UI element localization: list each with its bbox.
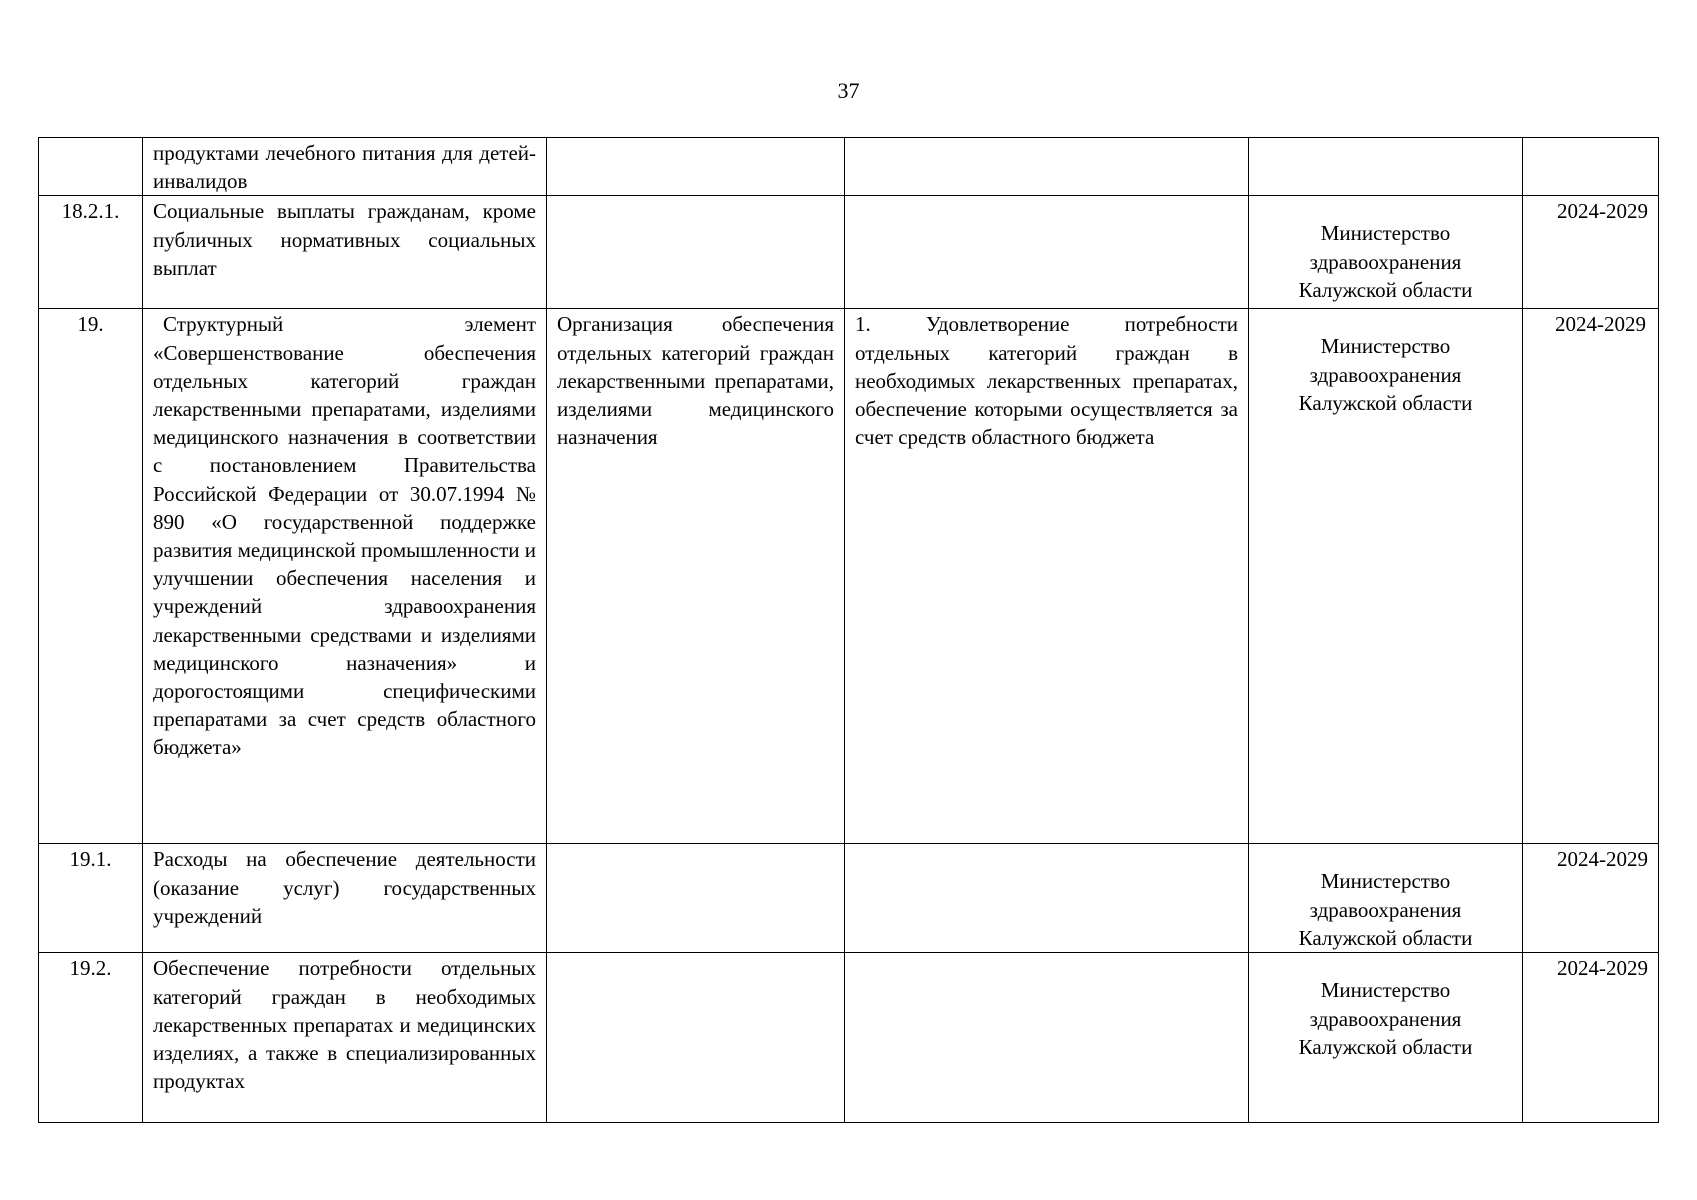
row-number-cell [39,138,143,196]
row-task-text: Организация обеспечения отдельных категорий граждан лекарственными препаратами, изделиями медицинского назначения [557,312,834,450]
program-table [38,137,1659,1123]
row-number-cell: 19.1. [39,844,143,953]
row-result-cell [845,196,1249,309]
row-period-cell: 2024-2029 [1523,196,1659,309]
row-name-cell [143,844,547,953]
table-row [39,196,1659,309]
row-responsible-text: Министерство здравоохранения Калужской области [1298,221,1473,302]
row-responsible-cell [1249,844,1523,953]
row-task-cell [547,196,845,309]
table-row [39,953,1659,1123]
row-name-cell [143,309,547,844]
row-task-cell [547,309,845,844]
row-responsible-text: Министерство здравоохранения Калужской области [1298,334,1473,415]
row-name-text: Структурный элемент «Совершенствование обеспечения отдельных категорий граждан лекарственными препаратами, изделиями медицинского назначения в соответствии с постановлением Правительства Российской Федерации от 30.07.1994 № 890 «О государственной поддержке развития медицинской промышленности и улучшении обеспечения населения и учреждений здравоохранения лекарственными средствами и изделиями медицинского назначения» и дорогостоящими специфическими препаратами за счет средств областного бюджета» [153,312,536,760]
row-result-cell [845,953,1249,1123]
row-task-cell [547,953,845,1123]
row-name-text: продуктами лечебного питания для детей-инвалидов [153,141,536,194]
row-responsible-text [1259,139,1512,161]
table-row [39,138,1659,196]
row-period-cell: 2024-2029 [1523,844,1659,953]
row-name-cell [143,953,547,1123]
row-result-text: 1. Удовлетворение потребности отдельных категорий граждан в необходимых лекарственных препаратах, обеспечение которыми осуществляется за счет средств областного бюджета [855,312,1238,450]
row-task-cell [547,138,845,196]
table-row [39,309,1659,844]
row-period-cell: 2024-2029 [1523,953,1659,1123]
row-name-cell [143,196,547,309]
row-name-cell [143,138,547,196]
row-result-cell [845,844,1249,953]
row-result-cell [845,138,1249,196]
table-row [39,844,1659,953]
row-result-cell [845,309,1249,844]
row-period-cell: 2024-2029 [1523,309,1659,844]
row-responsible-cell [1249,953,1523,1123]
row-number-cell: 19. [39,309,143,844]
page-number: 37 [837,78,860,103]
row-name-text: Обеспечение потребности отдельных категорий граждан в необходимых лекарственных препаратах и медицинских изделиях, а также в специализированных продуктах [153,956,536,1094]
row-responsible-cell [1249,309,1523,844]
row-name-text: Социальные выплаты гражданам, кроме публичных нормативных социальных выплат [153,199,536,280]
row-number-cell: 19.2. [39,953,143,1123]
row-number-cell: 18.2.1. [39,196,143,309]
row-period-cell [1523,138,1659,196]
row-task-cell [547,844,845,953]
row-responsible-text: Министерство здравоохранения Калужской области [1298,978,1473,1059]
row-responsible-cell [1249,138,1523,196]
row-name-text: Расходы на обеспечение деятельности (оказание услуг) государственных учреждений [153,847,536,928]
row-responsible-cell [1249,196,1523,309]
row-responsible-text: Министерство здравоохранения Калужской области [1298,869,1473,950]
